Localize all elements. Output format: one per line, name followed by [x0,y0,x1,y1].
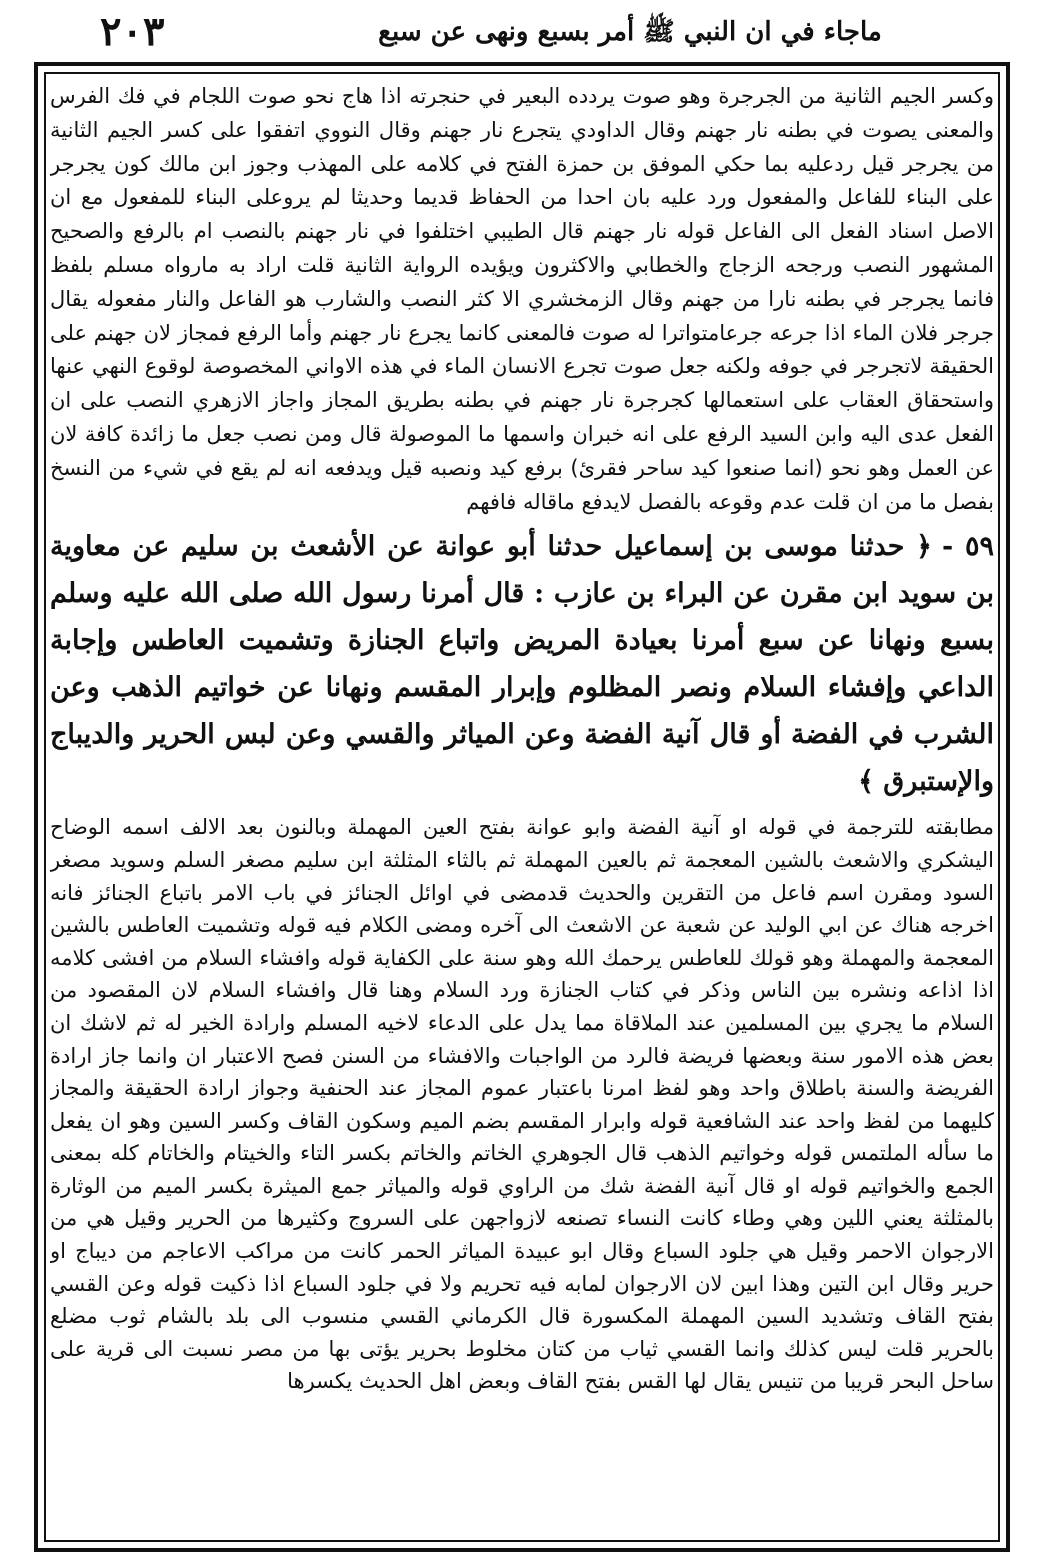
hadith-text: ﴿ حدثنا موسى بن إسماعيل حدثنا أبو عوانة عن الأشعث بن سليم عن معاوية بن سويد ابن مقرن عن البراء بن عازب : قال أمرنا رسول الله صلى الله عليه وسلم بسبع ونهانا عن سبع أمرنا بعيادة المريض واتباع الجنازة وتشميت العاطس وإجابة الداعي وإفشاء السلام ونصر المظلوم وإبرار المقسم ونهانا عن خواتيم الذهب وعن الشرب في الفضة أو قال آنية الفضة وعن المياثر والقسي وعن لبس الحرير والديباج والإستبرق ﴾ [50,531,994,798]
hadith-text-block [50,523,994,805]
commentary-paragraph-1: وكسر الجيم الثانية من الجرجرة وهو صوت يردده البعير في حنجرته اذا هاج نحو صوت اللجام في فك الفرس والمعنى يصوت في بطنه نار جهنم وقال الداودي يتجرع نار جهنم وقال النووي اتفقوا على كسر الجيم الثانية من يجرجر قيل ردعليه بما حكي الموفق بن حمزة الفتح في كلامه على المهذب وجوز ابن مالك كون يجرجر على البناء للفاعل والمفعول ورد عليه بان احدا من الحفاظ قديما وحديثا لم يروعلى البناء للمفعول مع ان الاصل اسناد الفعل الى الفاعل قوله نار جهنم قال الطيبي اختلفوا في نار جهنم بالنصب ام بالرفع والصحيح المشهور النصب ورجحه الزجاج والخطابي والاكثرون ويؤيده الرواية الثانية قلت اراد به مارواه مسلم بلفظ فانما يجرجر في بطنه نارا من جهنم وقال الزمخشري الا كثر النصب والشارب هو الفاعل والنار مفعوله يقال جرجر فلان الماء اذا جرعه جرعامتواترا له صوت فالمعنى كانما يجرع نار جهنم وأما الرفع فمجاز لان جهنم على الحقيقة لاتجرجر في جوفه ولكنه جعل صوت تجرع الانسان الماء في هذه الاواني المخصوصة لوقوع النهي عنها واستحقاق العقاب على استعمالها كجرجرة نار جهنم في بطنه بطريق المجاز واجاز الازهري النصب على ان الفعل عدى اليه وابن السيد الرفع على انه خبران واسمها ما الموصولة قال ومن نصب جعل ما زائدة كافة لان عن العمل وهو نحو (انما صنعوا كيد ساحر فقرئ) برفع كيد ونصبه قيل ويدفعه انه لم يقع في شيء من النسخ بفصل ما من ان قلت عدم وقوعه بالفصل لايدفع ماقاله فافهم [50,84,994,514]
page-header [60,6,980,58]
running-title: ماجاء في ان النبي ﷺ أمر بسبع ونهى عن سبع [378,17,882,47]
page-body [50,80,994,1535]
page-number: ٢٠٣ [100,8,165,55]
commentary-paragraph-2: مطابقته للترجمة في قوله او آنية الفضة وابو عوانة بفتح العين المهملة وبالنون بعد الالف اسمه الوضاح اليشكري والاشعث بالشين المعجمة ثم بالعين المهملة ثم بالثاء المثلثة ابن سليم مصغر السلم وسويد مصغر السود ومقرن اسم فاعل من التقرين والحديث قدمضى في اوائل الجنائز في باب الامر باتباع الجنائز فانه اخرجه هناك عن ابي الوليد عن شعبة عن الاشعث الى آخره ومضى الكلام فيه قوله وتشميت العاطس بالشين المعجمة والمهملة وهو قولك للعاطس يرحمك الله وهو سنة على الكفاية قوله وافشاء السلام من افشى كلامه اذا اذاعه ونشره بين الناس وذكر في كتاب الجنازة ورد السلام وهنا قال وافشاء السلام لان المقصود من السلام ما يجري بين المسلمين عند الملاقاة مما يدل على الدعاء لاخيه المسلم وارادة الخير له ثم لاشك ان بعض هذه الامور سنة وبعضها فريضة فالرد من الواجبات والافشاء من السنن فصح الاعتبار ان وانما جاز ارادة الفريضة والسنة باطلاق واحد وهو لفظ امرنا باعتبار عموم المجاز عند الحنفية وجواز ارادة الحقيقة والمجاز كليهما من لفظ واحد عند الشافعية قوله وابرار المقسم بضم الميم وسكون القاف وكسر السين وهو ان يفعل ما سأله الملتمس قوله وخواتيم الذهب قال الجوهري الخاتم والخاتم بكسر التاء والخيتام والخاتام كله بمعنى الجمع والخواتيم قوله او قال آنية الفضة شك من الراوي قوله والمياثر جمع الميثرة بكسر الميم من الوثارة بالمثلثة يعني اللين وهي وطاء كانت النساء تصنعه لازواجهن على السروج وكثيرها من الحرير وقيل هي من الارجوان الاحمر وقيل هي جلود السباع وقال ابو عبيدة المياثر الحمر كانت من مراكب الاعاجم من ديباج او حرير وقال ابن التين وهذا ابين لان الارجوان لمابه فيه تحريم ولا في جلود السباع اذا ذكيت قوله وعن القسي بفتح القاف وتشديد السين المهملة المكسورة قال الكرماني القسي منسوب الى بلد بالشام ثوب مضلع بالحرير قلت ليس كذلك وانما القسي ثياب من كتان مخلوط بحرير يؤتى بها من مصر نسبت الى قرية على ساحل البحر قريبا من تنيس يقال لها القس بفتح القاف وبعض اهل الحديث يكسرها [50,815,994,1394]
hadith-number: ٥٩ - [942,531,994,563]
